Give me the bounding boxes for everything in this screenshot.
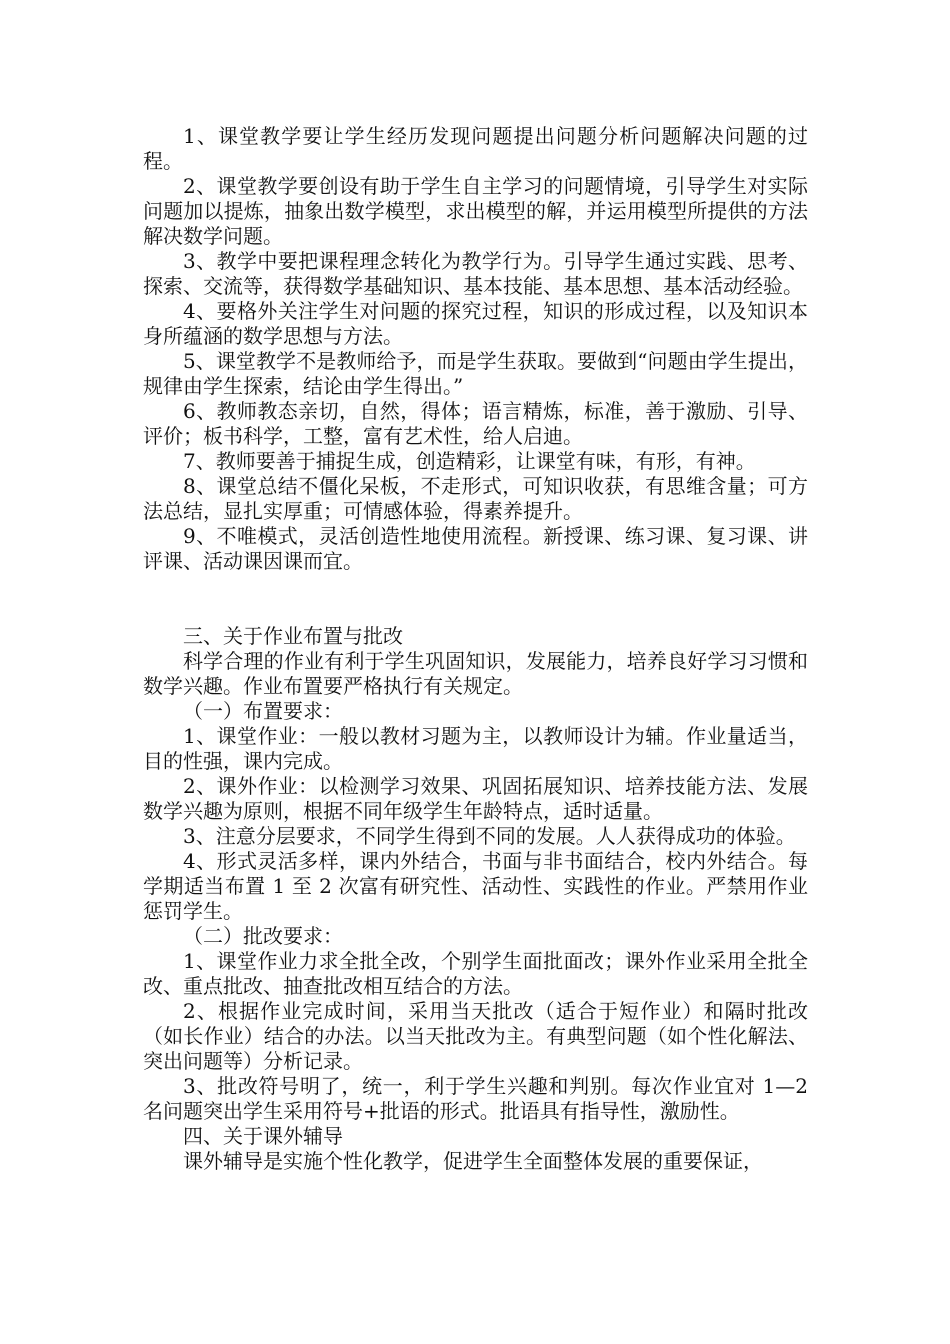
subheading-grading-requirements: （二）批改要求： <box>183 924 343 948</box>
subheading-assignment-requirements: （一）布置要求： <box>183 699 343 723</box>
paragraph-grading-2: 2、根据作业完成时间，采用当天批改（适合于短作业）和隔时批改（如长作业）结合的办法。以当天批改为主。有典型问题（如个性化解法、突出问题等）分析记录。 <box>143 999 808 1073</box>
section-heading-tutoring: 四、关于课外辅导 <box>183 1124 343 1148</box>
document-body <box>143 124 808 1174</box>
blank-gap <box>143 574 808 624</box>
paragraph-classroom-4: 4、要格外关注学生对问题的探究过程，知识的形成过程，以及知识本身所蕴涵的数学思想与方法。 <box>143 299 808 348</box>
paragraph-assignment-2: 2、课外作业：以检测学习效果、巩固拓展知识、培养技能方法、发展数学兴趣为原则，根据不同年级学生年龄特点，适时适量。 <box>143 774 808 823</box>
paragraph-grading-3: 3、批改符号明了，统一，利于学生兴趣和判别。每次作业宜对 1—2 名问题突出学生采用符号+批语的形式。批语具有指导性，激励性。 <box>143 1074 808 1123</box>
paragraph-classroom-3: 3、教学中要把课程理念转化为教学行为。引导学生通过实践、思考、探索、交流等，获得数学基础知识、基本技能、基本思想、基本活动经验。 <box>143 249 808 298</box>
paragraph-assignment-3: 3、注意分层要求，不同学生得到不同的发展。人人获得成功的体验。 <box>183 824 796 848</box>
paragraph-assignment-4: 4、形式灵活多样，课内外结合，书面与非书面结合，校内外结合。每学期适当布置 1 至 2 次富有研究性、活动性、实践性的作业。严禁用作业惩罚学生。 <box>143 849 808 923</box>
paragraph-classroom-2: 2、课堂教学要创设有助于学生自主学习的问题情境，引导学生对实际问题加以提炼，抽象出数学模型，求出模型的解，并运用模型所提供的方法解决数学问题。 <box>143 174 808 248</box>
paragraph-classroom-1: 1、课堂教学要让学生经历发现问题提出问题分析问题解决问题的过程。 <box>143 124 808 173</box>
paragraph-assignment-1: 1、课堂作业：一般以教材习题为主，以教师设计为辅。作业量适当，目的性强，课内完成。 <box>143 724 808 773</box>
paragraph-homework-intro: 科学合理的作业有利于学生巩固知识，发展能力，培养良好学习习惯和数学兴趣。作业布置要严格执行有关规定。 <box>143 649 808 698</box>
paragraph-classroom-9: 9、不唯模式，灵活创造性地使用流程。新授课、练习课、复习课、讲评课、活动课因课而宜。 <box>143 524 808 573</box>
paragraph-grading-1: 1、课堂作业力求全批全改，个别学生面批面改；课外作业采用全批全改、重点批改、抽查批改相互结合的方法。 <box>143 949 808 998</box>
paragraph-classroom-8: 8、课堂总结不僵化呆板，不走形式，可知识收获，有思维含量；可方法总结，显扎实厚重；可情感体验，得素养提升。 <box>143 474 808 523</box>
paragraph-classroom-6: 6、教师教态亲切，自然，得体；语言精炼，标准，善于激励、引导、评价；板书科学，工整，富有艺术性，给人启迪。 <box>143 399 808 448</box>
paragraph-tutoring-intro: 课外辅导是实施个性化教学，促进学生全面整体发展的重要保证， <box>183 1149 763 1173</box>
paragraph-classroom-7: 7、教师要善于捕捉生成，创造精彩，让课堂有味，有形，有神。 <box>183 449 756 473</box>
section-heading-homework: 三、关于作业布置与批改 <box>183 624 403 648</box>
paragraph-classroom-5: 5、课堂教学不是教师给予，而是学生获取。要做到“问题由学生提出，规律由学生探索，结论由学生得出。” <box>143 349 808 398</box>
